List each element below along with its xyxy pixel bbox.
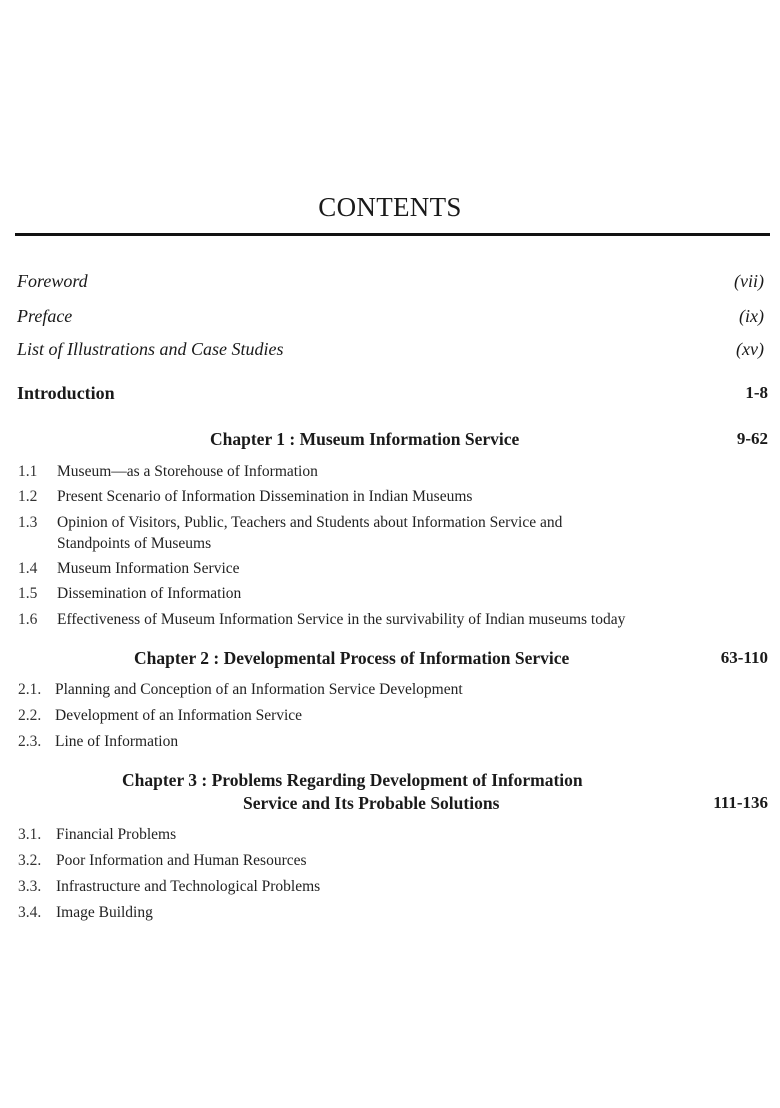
section-title: Present Scenario of Information Dissemination in Indian Museums xyxy=(57,488,473,505)
section-title: Museum Information Service xyxy=(57,560,240,577)
section-title: Opinion of Visitors, Public, Teachers and Students about Information Service and xyxy=(57,514,563,531)
title-rule xyxy=(15,233,770,236)
chapter-3-pages: 111-136 xyxy=(713,793,768,812)
section-number: 2.2. xyxy=(18,707,42,724)
section-title-continued: Standpoints of Museums xyxy=(57,535,212,552)
chapter-3-heading-continued: Service and Its Probable Solutions xyxy=(243,793,500,813)
section-number: 1.4 xyxy=(18,560,38,577)
section-number: 1.3 xyxy=(18,514,38,531)
section-title: Line of Information xyxy=(55,733,179,750)
toc-introduction: Introduction xyxy=(17,383,115,403)
chapter-1-heading: Chapter 1 : Museum Information Service xyxy=(210,429,520,449)
toc-illustrations-page: (xv) xyxy=(736,339,764,359)
section-number: 3.2. xyxy=(18,852,42,869)
section-title: Financial Problems xyxy=(56,826,177,843)
chapter-1-pages: 9-62 xyxy=(736,429,768,448)
section-title: Dissemination of Information xyxy=(57,585,242,602)
section-title: Museum—as a Storehouse of Information xyxy=(57,463,318,480)
toc-introduction-page: 1-8 xyxy=(745,383,768,402)
section-number: 2.1. xyxy=(18,681,42,698)
section-number: 1.5 xyxy=(18,585,38,602)
section-title: Infrastructure and Technological Problems xyxy=(56,878,321,895)
section-number: 1.2 xyxy=(18,488,38,505)
toc-foreword-page: (vii) xyxy=(734,271,764,291)
section-title: Poor Information and Human Resources xyxy=(56,852,307,869)
toc-preface: Preface xyxy=(17,306,73,326)
section-title: Development of an Information Service xyxy=(55,707,303,724)
toc-foreword: Foreword xyxy=(17,271,88,291)
chapter-2-heading: Chapter 2 : Developmental Process of Information Service xyxy=(134,648,570,668)
section-number: 3.1. xyxy=(18,826,42,843)
section-number: 3.4. xyxy=(18,904,42,921)
section-title: Effectiveness of Museum Information Service in the survivability of Indian museums today xyxy=(57,611,626,628)
section-number: 2.3. xyxy=(18,733,42,750)
toc-preface-page: (ix) xyxy=(739,306,764,326)
section-title: Image Building xyxy=(56,904,153,921)
section-number: 1.1 xyxy=(18,463,38,480)
chapter-2-pages: 63-110 xyxy=(720,648,768,667)
section-number: 3.3. xyxy=(18,878,42,895)
section-title: Planning and Conception of an Information Service Development xyxy=(55,681,463,698)
section-number: 1.6 xyxy=(18,611,38,628)
page-title: CONTENTS xyxy=(318,192,462,222)
toc-illustrations: List of Illustrations and Case Studies xyxy=(17,339,284,359)
chapter-3-heading: Chapter 3 : Problems Regarding Development of Information xyxy=(122,770,583,790)
